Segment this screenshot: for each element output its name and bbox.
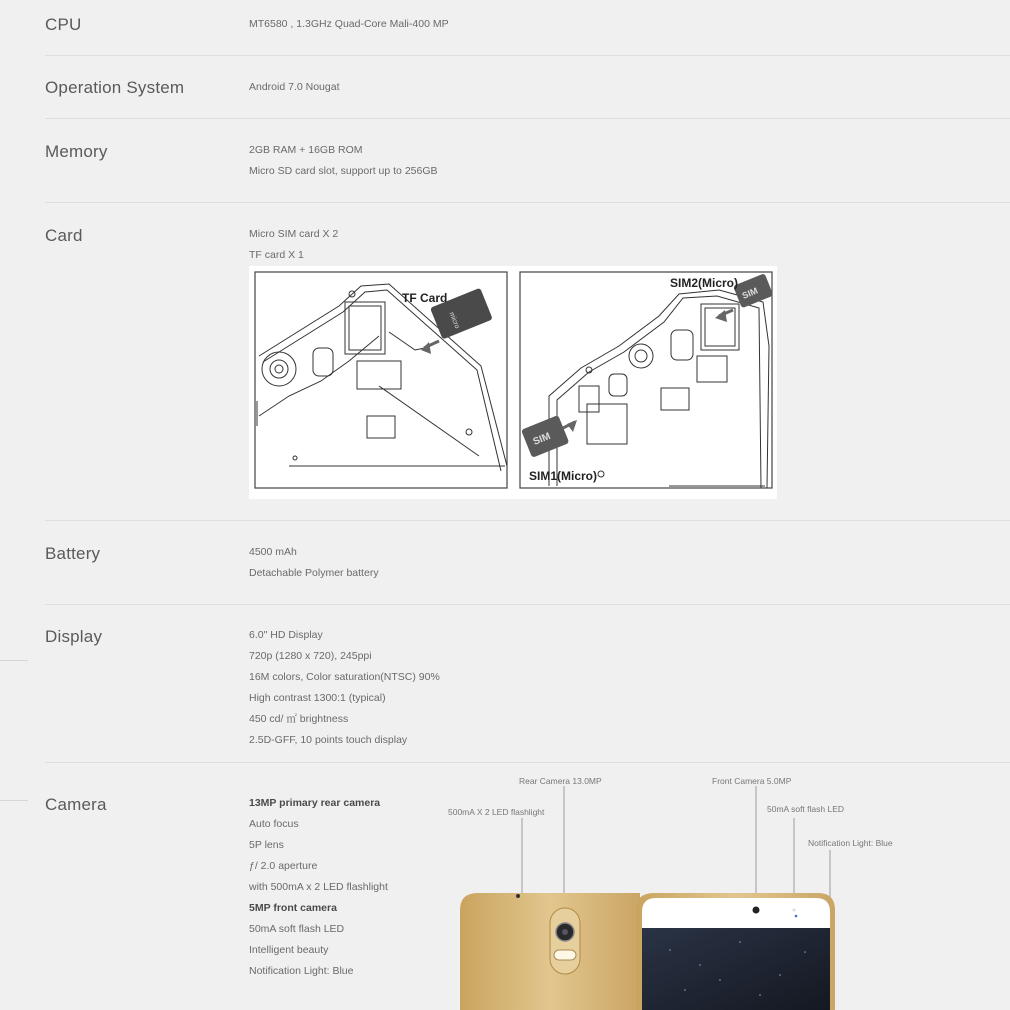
spec-line: 13MP primary rear camera [249,797,381,809]
row-divider [45,604,1010,605]
card-slot-illustration [249,266,777,499]
edge-tick [0,800,28,801]
spec-label-memory: Memory [45,142,108,161]
spec-label-camera: Camera [45,795,107,814]
spec-line: Android 7.0 Nougat [249,81,340,93]
spec-line: 4500 mAh [249,546,297,558]
annot-notification: Notification Light: Blue [808,838,893,848]
spec-line: 2.5D-GFF, 10 points touch display [249,734,408,746]
spec-line: Detachable Polymer battery [249,567,379,579]
spec-line: ƒ/ 2.0 aperture [249,860,318,872]
annot-soft-flash: 50mA soft flash LED [767,804,845,814]
spec-value-os [249,77,339,98]
spec-value-cpu [249,14,449,35]
annot-front-camera: Front Camera 5.0MP [712,776,792,786]
phone-drawing [440,760,1010,1010]
spec-value-display [249,625,440,751]
row-divider [45,55,1010,56]
spec-line: 2GB RAM + 16GB ROM [249,144,363,156]
row-divider [45,118,1010,119]
annot-flashlight: 500mA X 2 LED flashlight [448,807,545,817]
spec-label-battery: Battery [45,544,101,563]
edge-tick [0,660,28,661]
tf-chip-text: micro [447,311,461,330]
sim2-label: SIM2(Micro) [670,276,739,290]
spec-line: 16M colors, Color saturation(NTSC) 90% [249,671,440,683]
spec-line: MT6580 , 1.3GHz Quad-Core Mali-400 MP [249,18,449,30]
spec-line: 720p (1280 x 720), 245ppi [249,650,372,662]
spec-line: High contrast 1300:1 (typical) [249,692,386,704]
tf-card-label: TF Card [402,291,448,305]
spec-line: 6.0" HD Display [249,629,323,641]
spec-line: 450 cd/ ㎡ brightness [249,713,349,725]
spec-line: Micro SD card slot, support up to 256GB [249,165,438,177]
sim1-label: SIM1(Micro) [529,469,598,483]
spec-line: Intelligent beauty [249,944,329,956]
row-divider [45,520,1010,521]
spec-line: with 500mA x 2 LED flashlight [249,881,388,893]
spec-value-battery [249,542,379,584]
spec-value-camera [249,793,388,982]
spec-label-card: Card [45,226,83,245]
sim1-chip-text: SIM [531,430,553,448]
phone-illustration [440,760,1010,1010]
spec-line: Auto focus [249,818,299,830]
spec-line: 5P lens [249,839,284,851]
annot-rear-camera: Rear Camera 13.0MP [519,776,602,786]
spec-line: Micro SIM card X 2 [249,228,339,240]
spec-label-display: Display [45,627,103,646]
spec-value-memory [249,140,438,182]
card-slot-diagram [249,266,777,499]
spec-line: Notification Light: Blue [249,965,354,977]
spec-value-card [249,224,338,266]
spec-line: 5MP front camera [249,902,337,914]
sim2-chip-text: SIM [740,285,760,301]
spec-line: TF card X 1 [249,249,304,261]
row-divider [45,202,1010,203]
spec-line: 50mA soft flash LED [249,923,345,935]
spec-label-cpu: CPU [45,15,82,34]
spec-label-os: Operation System [45,78,185,97]
